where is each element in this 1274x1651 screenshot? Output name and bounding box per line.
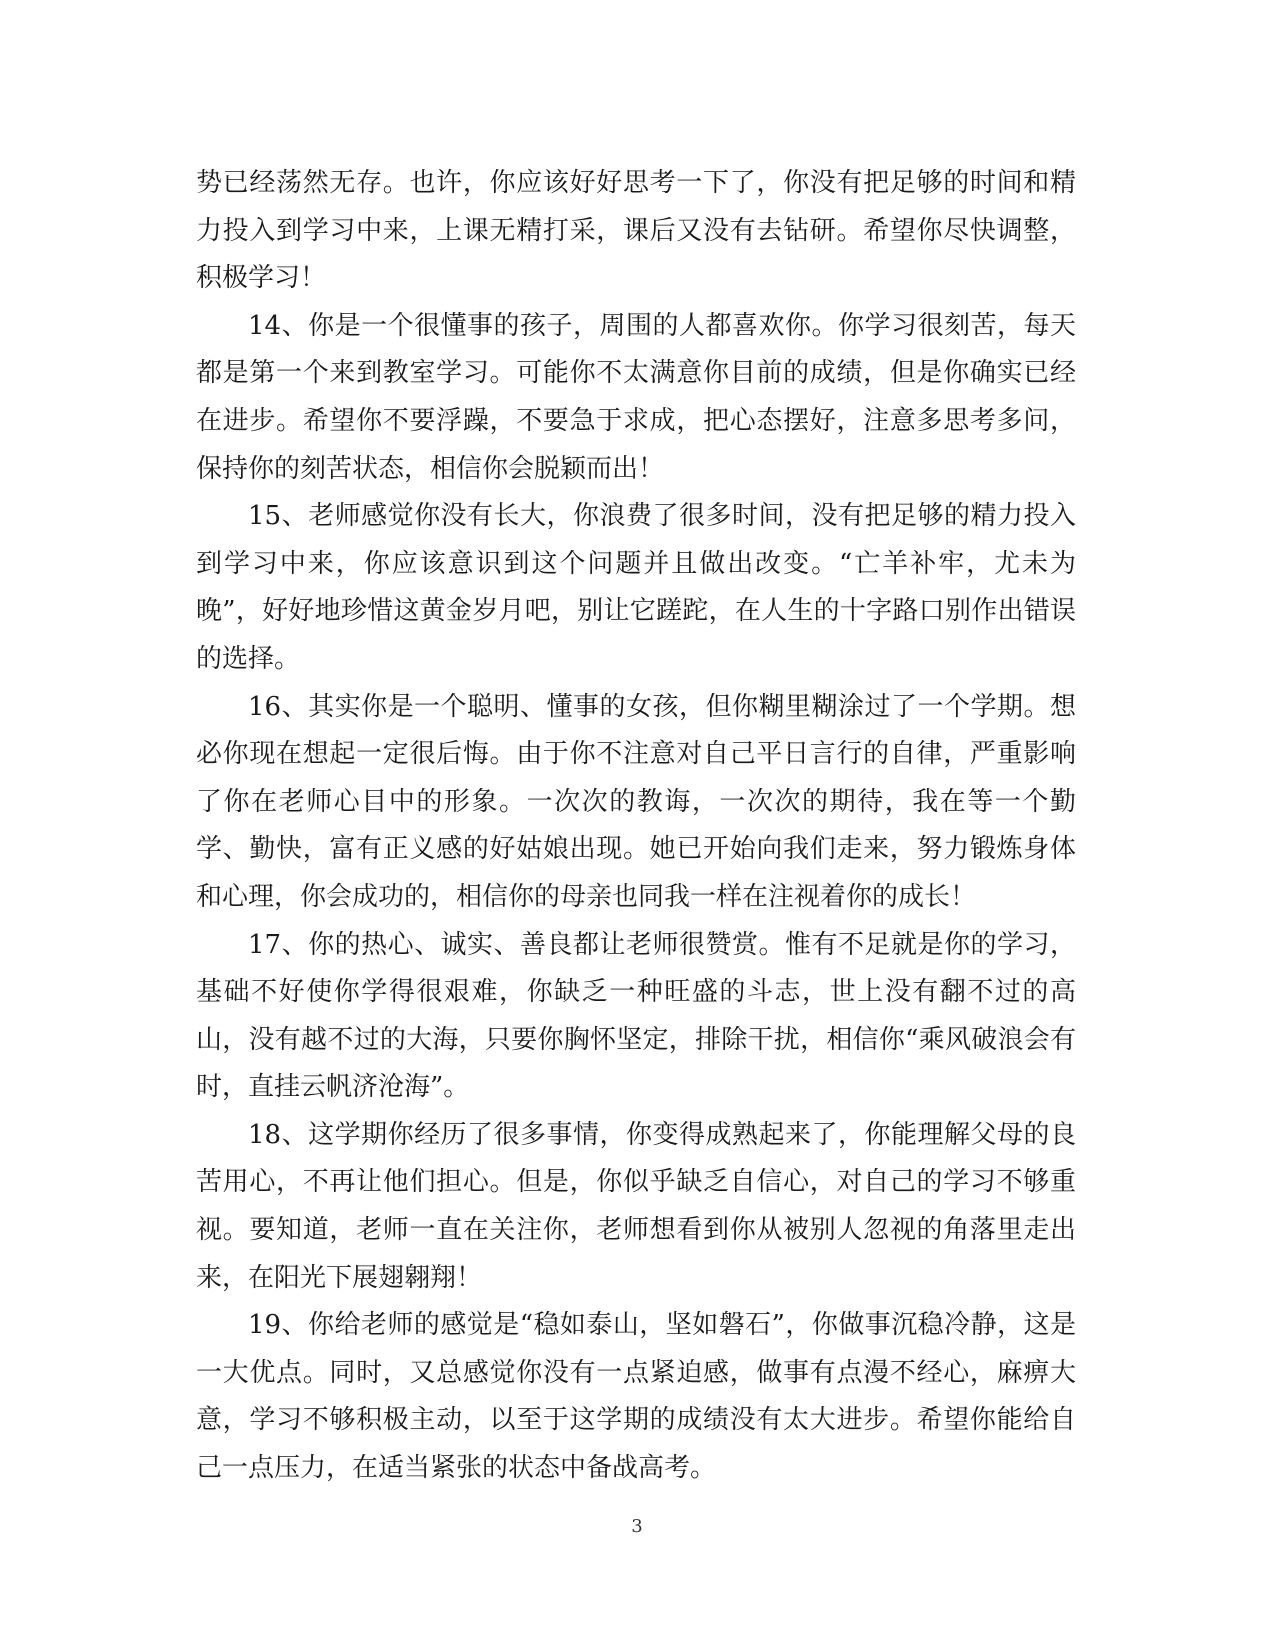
comment-paragraph-16: 16、其实你是一个聪明、懂事的女孩，但你糊里糊涂过了一个学期。想必你现在想起一定很后悔。由于你不注意对自己平日言行的自律，严重影响了你在老师心目中的形象。一次次的教诲，一次次的期待，我在等一个勤学、勤快，富有正义感的好姑娘出现。她已开始向我们走来，努力锻炼身体和心理，你会成功的，相信你的母亲也同我一样在注视着你的成长！ <box>196 691 1076 912</box>
document-body <box>196 160 1076 1493</box>
comment-paragraph-18: 18、这学期你经历了很多事情，你变得成熟起来了，你能理解父母的良苦用心，不再让他们担心。但是，你似乎缺乏自信心，对自己的学习不够重视。要知道，老师一直在关注你，老师想看到你从被别人忽视的角落里走出来，在阳光下展翅翱翔！ <box>196 1119 1076 1293</box>
continuation-paragraph: 势已经荡然无存。也许，你应该好好思考一下了，你没有把足够的时间和精力投入到学习中来，上课无精打采，课后又没有去钻研。希望你尽快调整，积极学习！ <box>196 168 1076 294</box>
page-number: 3 <box>631 1516 643 1537</box>
comment-paragraph-14: 14、你是一个很懂事的孩子，周围的人都喜欢你。你学习很刻苦，每天都是第一个来到教室学习。可能你不太满意你目前的成绩，但是你确实已经在进步。希望你不要浮躁，不要急于求成，把心态摆好，注意多思考多问，保持你的刻苦状态，相信你会脱颖而出！ <box>196 310 1076 484</box>
comment-paragraph-19: 19、你给老师的感觉是“稳如泰山，坚如磐石”，你做事沉稳冷静，这是一大优点。同时，又总感觉你没有一点紧迫感，做事有点漫不经心，麻痹大意，学习不够积极主动，以至于这学期的成绩没有太大进步。希望你能给自己一点压力，在适当紧张的状态中备战高考。 <box>196 1310 1076 1484</box>
comment-paragraph-15: 15、老师感觉你没有长大，你浪费了很多时间，没有把足够的精力投入到学习中来，你应该意识到这个问题并且做出改变。“亡羊补牢，尤未为晚”，好好地珍惜这黄金岁月吧，别让它蹉跎，在人生的十字路口别作出错误的选择。 <box>196 501 1076 674</box>
comment-paragraph-17: 17、你的热心、诚实、善良都让老师很赞赏。惟有不足就是你的学习，基础不好使你学得很艰难，你缺乏一种旺盛的斗志，世上没有翻不过的高山，没有越不过的大海，只要你胸怀坚定，排除干扰，相信你“乘风破浪会有时，直挂云帆济沧海”。 <box>196 929 1076 1103</box>
